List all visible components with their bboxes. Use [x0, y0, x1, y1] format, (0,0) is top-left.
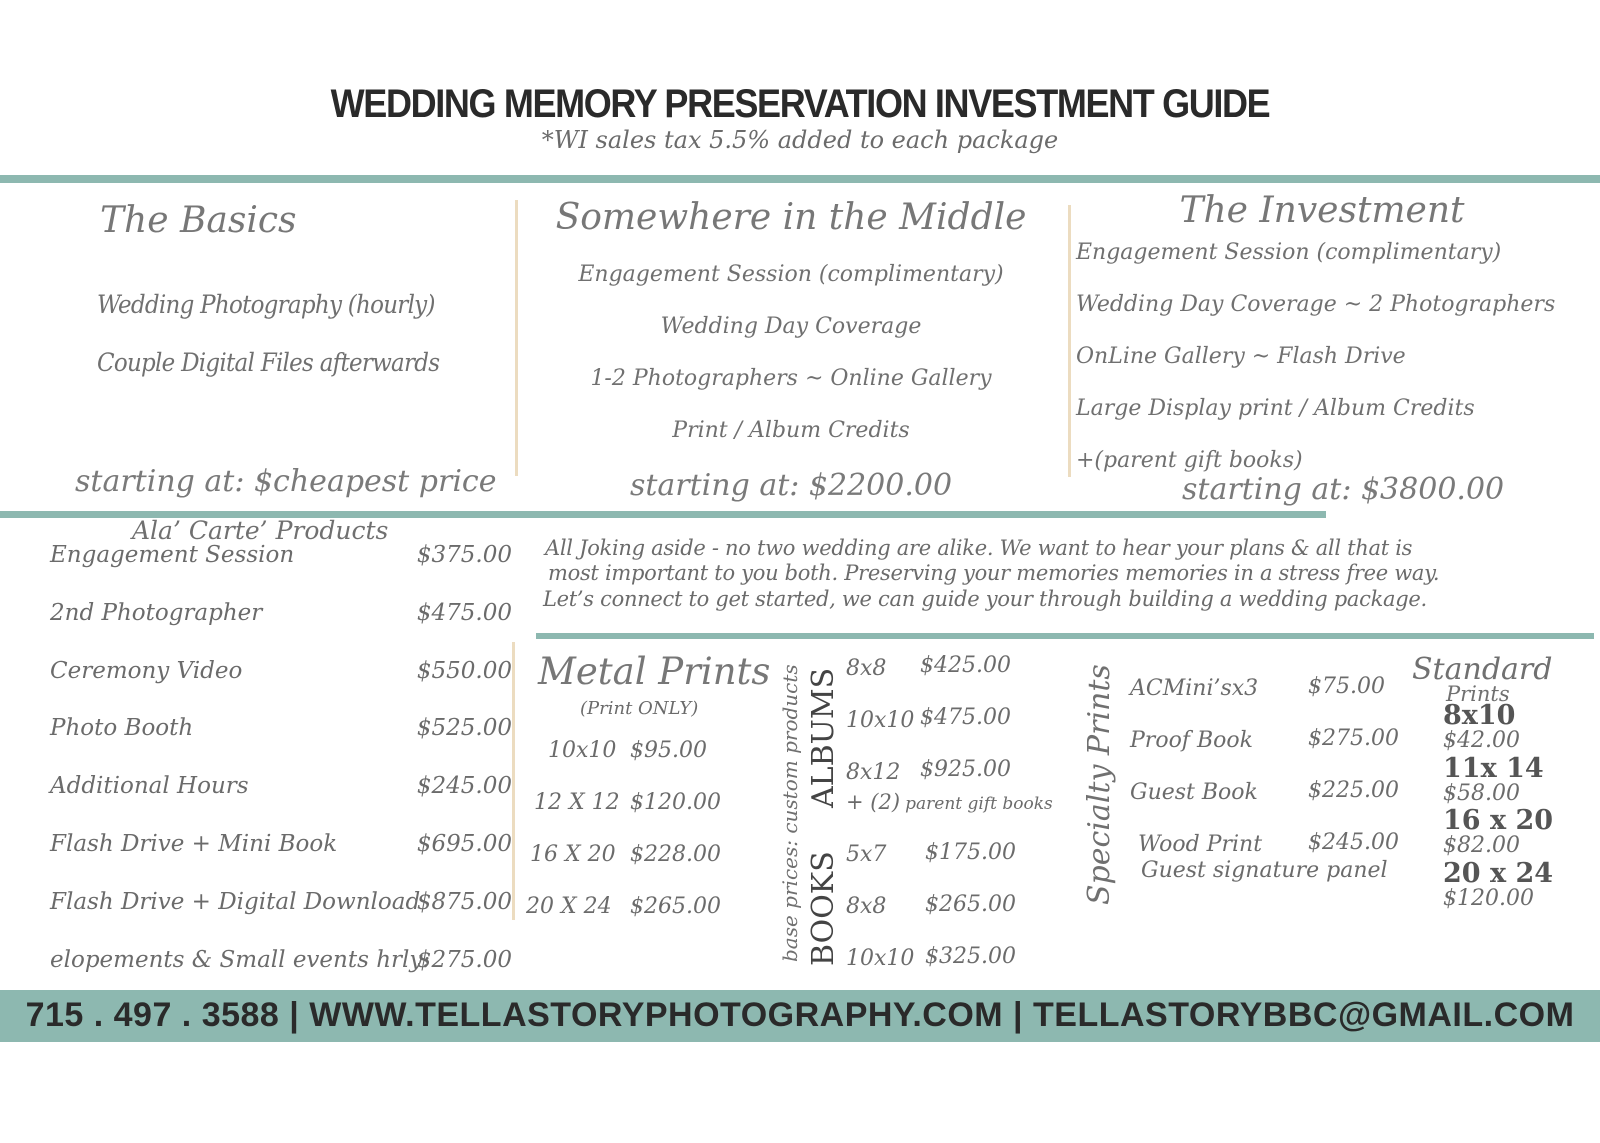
package-investment-item: +(parent gift books): [1076, 448, 1303, 473]
ala-carte-divider: [512, 642, 515, 920]
metal-print-size: 16 X 20: [530, 842, 616, 867]
message-line: Let’s connect to get started, we can guide your through building a wedding package.: [543, 587, 1427, 611]
standard-print-size: 11x 14: [1443, 752, 1544, 784]
ala-carte-item-price: $375.00: [416, 542, 512, 568]
ala-carte-item-name: Flash Drive + Digital Download: [50, 888, 421, 915]
ala-carte-item-price: $550.00: [416, 657, 512, 684]
message-line: most important to you both. Preserving your memories memories in a stress free way.: [548, 561, 1440, 585]
albums-note-text: parent gift books: [905, 794, 1053, 814]
wood-print-note: Guest signature panel: [1141, 858, 1388, 883]
ala-carte-item-name: Engagement Session: [50, 542, 295, 568]
package-middle-price: starting at: $2200.00: [629, 468, 953, 503]
package-investment-item: Wedding Day Coverage ~ 2 Photographers: [1076, 292, 1556, 317]
book-price: $265.00: [925, 892, 1016, 917]
ala-carte-item-price: $275.00: [416, 946, 512, 973]
metal-print-price: $228.00: [630, 842, 721, 867]
standard-print-size: 16 x 20: [1443, 805, 1554, 836]
column-divider-2: [1068, 205, 1071, 477]
page-title: WEDDING MEMORY PRESERVATION INVESTMENT GUIDE: [330, 82, 1270, 126]
package-basics-item: Wedding Photography (hourly): [97, 290, 435, 319]
album-price: $925.00: [920, 757, 1011, 782]
specialty-print-price: $275.00: [1308, 726, 1399, 751]
ala-carte-title: Ala’ Carte’ Products: [132, 516, 389, 545]
standard-print-price: $42.00: [1443, 728, 1520, 753]
package-investment-title: The Investment: [1179, 190, 1465, 231]
footer-contact: 715 . 497 . 3588 | WWW.TELLASTORYPHOTOGRAPHY.COM | TELLASTORYBBC@GMAIL.COM: [25, 996, 1575, 1034]
metal-print-size: 20 X 24: [526, 894, 612, 919]
ala-carte-item-name: Ceremony Video: [50, 657, 243, 684]
top-divider-bar: [0, 175, 1600, 183]
metal-print-size: 10x10: [548, 738, 617, 763]
book-size: 8x8: [846, 894, 887, 919]
standard-print-size: 20 x 24: [1443, 857, 1554, 889]
album-size: 8x8: [846, 656, 887, 681]
standard-print-size: 8x10: [1443, 700, 1516, 731]
specialty-print-price: $245.00: [1308, 830, 1399, 855]
ala-carte-item-name: Additional Hours: [50, 773, 249, 800]
book-size: 10x10: [846, 946, 915, 971]
specialty-print-price: $225.00: [1308, 778, 1399, 803]
ala-carte-item-name: Photo Booth: [50, 715, 194, 742]
book-size: 5x7: [846, 842, 887, 867]
metal-print-size: 12 X 12: [534, 790, 620, 815]
metal-print-price: $120.00: [630, 790, 721, 815]
ala-carte-item-price: $695.00: [416, 831, 512, 857]
specialty-print-price: $75.00: [1308, 674, 1385, 699]
ala-carte-item-name: Flash Drive + Mini Book: [50, 831, 338, 857]
package-middle-title: Somewhere in the Middle: [555, 197, 1027, 238]
specialty-print-name: Guest Book: [1130, 780, 1258, 805]
metal-prints-note: (Print ONLY): [580, 698, 699, 719]
album-size: 8x12: [846, 760, 901, 785]
standard-print-price: $58.00: [1443, 780, 1520, 806]
albums-label: ALBUMS: [806, 667, 841, 808]
ala-carte-item-name: elopements & Small events hrly:: [50, 946, 431, 973]
metal-print-price: $265.00: [630, 894, 721, 919]
standard-prints-title: Standard: [1412, 652, 1553, 687]
book-price: $175.00: [925, 840, 1016, 865]
products-divider-bar: [536, 633, 1594, 639]
package-middle-item: 1-2 Photographers ~ Online Gallery: [590, 366, 992, 391]
custom-products-label: base prices: custom products: [778, 664, 802, 962]
album-price: $475.00: [920, 705, 1011, 730]
books-label: BOOKS: [806, 851, 841, 966]
package-investment-item: Large Display print / Album Credits: [1076, 396, 1475, 421]
package-investment-item: Engagement Session (complimentary): [1076, 240, 1502, 265]
album-price: $425.00: [920, 653, 1011, 678]
standard-print-price: $82.00: [1443, 833, 1520, 858]
ala-carte-item-name: 2nd Photographer: [50, 599, 263, 626]
package-basics-title: The Basics: [100, 200, 297, 241]
message-line: All Joking aside - no two wedding are alike. We want to hear your plans & all that is: [545, 536, 1413, 560]
package-investment-item: OnLine Gallery ~ Flash Drive: [1076, 344, 1406, 369]
albums-note: [846, 790, 1053, 814]
album-size: 10x10: [846, 708, 915, 733]
column-divider-1: [515, 200, 518, 476]
package-basics-item: Couple Digital Files afterwards: [97, 348, 440, 377]
albums-note-prefix: + (2): [846, 790, 901, 814]
package-investment-price: starting at: $3800.00: [1182, 472, 1505, 507]
package-middle-item: Engagement Session (complimentary): [578, 262, 1004, 287]
package-middle-item: Print / Album Credits: [672, 418, 910, 443]
tax-note: *WI sales tax 5.5% added to each package: [541, 126, 1059, 154]
ala-carte-item-price: $875.00: [416, 888, 512, 915]
standard-prints-subtitle: Prints: [1446, 682, 1510, 706]
ala-carte-item-price: $475.00: [416, 599, 512, 626]
book-price: $325.00: [925, 944, 1016, 969]
specialty-print-name: Wood Print: [1138, 832, 1263, 857]
specialty-prints-label: Specialty Prints: [1082, 664, 1117, 905]
specialty-print-name: Proof Book: [1130, 728, 1253, 753]
metal-prints-title: Metal Prints: [538, 650, 771, 693]
ala-carte-item-price: $525.00: [416, 715, 512, 742]
metal-print-price: $95.00: [630, 738, 707, 763]
standard-print-price: $120.00: [1443, 885, 1534, 911]
specialty-print-name: ACMini’sx3: [1130, 676, 1259, 701]
package-basics-price: starting at: $cheapest price: [75, 464, 497, 499]
package-middle-item: Wedding Day Coverage: [660, 314, 922, 339]
ala-carte-item-price: $245.00: [416, 773, 512, 800]
